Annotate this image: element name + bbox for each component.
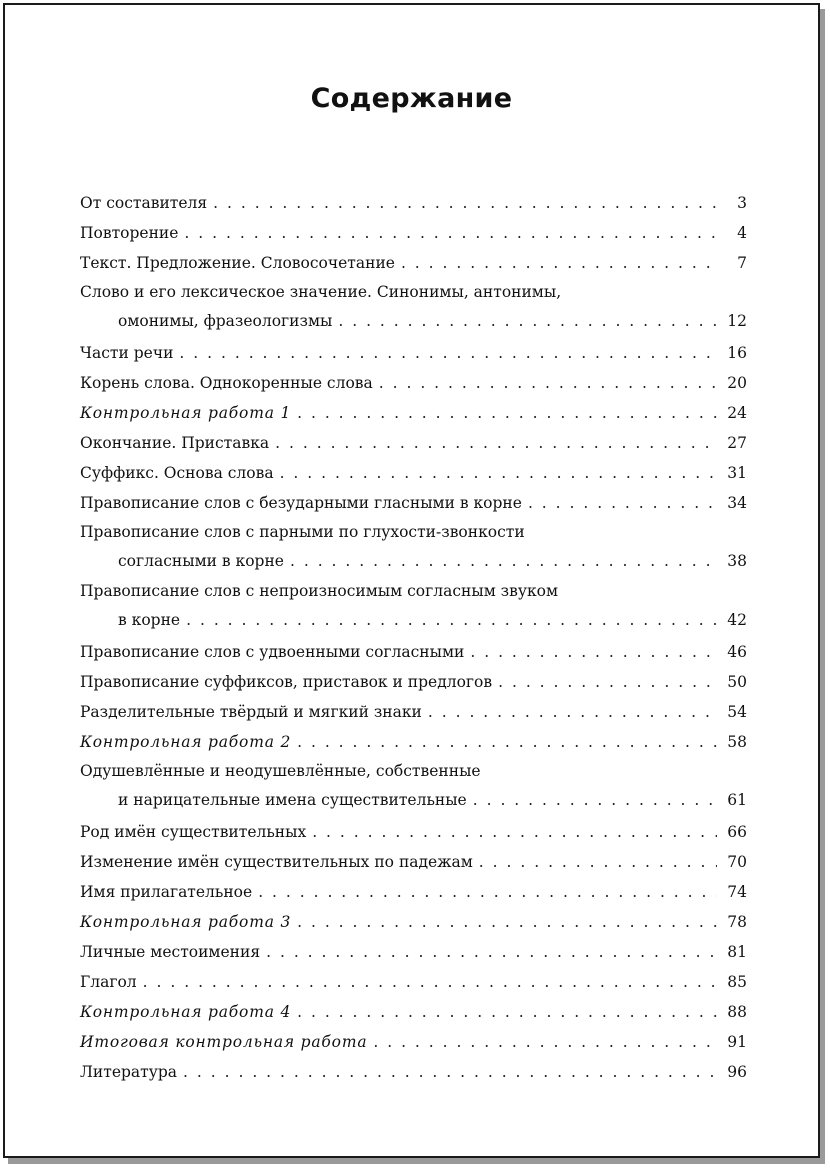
- dot-leader: [498, 667, 717, 697]
- dot-leader: [275, 428, 717, 458]
- toc-page-number: 96: [727, 1063, 747, 1081]
- dot-leader: [401, 248, 717, 278]
- dot-leader: [258, 877, 717, 907]
- toc-entry[interactable]: [80, 1027, 747, 1057]
- toc-entry[interactable]: [80, 428, 747, 458]
- toc-entry-title: Текст. Предложение. Словосочетание: [80, 254, 395, 272]
- toc-entry-title: Глагол: [80, 973, 137, 991]
- toc-entry-title: Контрольная работа 3: [80, 913, 292, 931]
- dot-leader: [338, 306, 717, 336]
- toc-page-number: 3: [737, 194, 747, 212]
- toc-entry[interactable]: [80, 907, 747, 937]
- dot-leader: [470, 637, 717, 667]
- toc-entry[interactable]: [80, 218, 747, 248]
- toc-entry-title: омонимы, фразеологизмы: [118, 312, 333, 330]
- dot-leader: [290, 546, 717, 576]
- toc-entry-title: в корне: [118, 611, 181, 629]
- toc-page-number: 7: [737, 254, 747, 272]
- dot-leader: [312, 817, 717, 847]
- toc-entry[interactable]: [80, 279, 747, 336]
- toc-page-number: 78: [727, 913, 747, 931]
- toc-entry-title: Части речи: [80, 344, 174, 362]
- toc-entry-title: Окончание. Приставка: [80, 434, 270, 452]
- toc-page-number: 61: [727, 791, 747, 809]
- toc-entry-title: Одушевлённые и неодушевлённые, собственные: [80, 762, 481, 780]
- toc-page-number: 50: [727, 673, 747, 691]
- toc-entry-title: Разделительные твёрдый и мягкий знаки: [80, 703, 422, 721]
- toc-page-number: 88: [727, 1003, 747, 1021]
- toc-entry[interactable]: [80, 458, 747, 488]
- toc-entry-title: Слово и его лексическое значение. Синонимы, антонимы,: [80, 283, 562, 301]
- toc-entry[interactable]: [80, 937, 747, 967]
- toc-entry[interactable]: [80, 1057, 747, 1087]
- toc-entry-title: От составителя: [80, 194, 208, 212]
- toc-page-number: 12: [727, 312, 747, 330]
- toc-entry[interactable]: [80, 758, 747, 815]
- toc-entry-title: Повторение: [80, 224, 179, 242]
- toc-entry-title: Правописание слов с безударными гласными в корне: [80, 494, 522, 512]
- toc-entry[interactable]: [80, 667, 747, 697]
- dot-leader: [213, 188, 717, 218]
- toc-entry-title: Изменение имён существительных по падежам: [80, 853, 473, 871]
- toc-page-number: 58: [727, 733, 747, 751]
- toc-page-number: 31: [727, 464, 747, 482]
- toc-entry[interactable]: [80, 637, 747, 667]
- toc-entry[interactable]: [80, 877, 747, 907]
- dot-leader: [373, 1027, 717, 1057]
- dot-leader: [428, 697, 717, 727]
- toc-page-number: 54: [727, 703, 747, 721]
- toc-entry-title: Имя прилагательное: [80, 883, 253, 901]
- table-of-contents: [80, 188, 747, 1087]
- book-page: [3, 3, 820, 1158]
- dot-leader: [179, 338, 717, 368]
- toc-page-number: 91: [727, 1033, 747, 1051]
- page-title: Содержание: [310, 83, 513, 114]
- toc-entry[interactable]: [80, 578, 747, 635]
- toc-entry-title: Контрольная работа 4: [80, 1003, 292, 1021]
- dot-leader: [266, 937, 717, 967]
- toc-page-number: 74: [727, 883, 747, 901]
- toc-entry-title: Суффикс. Основа слова: [80, 464, 274, 482]
- toc-entry[interactable]: [80, 697, 747, 727]
- dot-leader: [297, 907, 717, 937]
- toc-page-number: 20: [727, 374, 747, 392]
- dot-leader: [143, 967, 717, 997]
- toc-page-number: 70: [727, 853, 747, 871]
- toc-entry-title: согласными в корне: [118, 552, 284, 570]
- toc-entry[interactable]: [80, 847, 747, 877]
- toc-entry-title: и нарицательные имена существительные: [118, 791, 467, 809]
- toc-entry[interactable]: [80, 188, 747, 218]
- toc-entry-title: Правописание слов с парными по глухости-звонкости: [80, 523, 525, 541]
- toc-page-number: 85: [727, 973, 747, 991]
- dot-leader: [297, 727, 717, 757]
- toc-entry[interactable]: [80, 368, 747, 398]
- dot-leader: [473, 785, 717, 815]
- toc-entry[interactable]: [80, 519, 747, 576]
- toc-entry-title: Итоговая контрольная работа: [80, 1033, 368, 1051]
- toc-entry[interactable]: [80, 488, 747, 518]
- dot-leader: [528, 488, 717, 518]
- toc-entry[interactable]: [80, 727, 747, 757]
- toc-page-number: 4: [737, 224, 747, 242]
- toc-entry[interactable]: [80, 967, 747, 997]
- toc-page-number: 38: [727, 552, 747, 570]
- toc-entry-title: Личные местоимения: [80, 943, 261, 961]
- dot-leader: [186, 605, 717, 635]
- dot-leader: [297, 997, 717, 1027]
- dot-leader: [297, 398, 717, 428]
- toc-entry-title: Литература: [80, 1063, 178, 1081]
- dot-leader: [379, 368, 717, 398]
- toc-entry-title: Корень слова. Однокоренные слова: [80, 374, 373, 392]
- toc-page-number: 81: [727, 943, 747, 961]
- toc-entry-title: Род имён существительных: [80, 823, 307, 841]
- toc-page-number: 34: [727, 494, 747, 512]
- dot-leader: [280, 458, 717, 488]
- toc-page-number: 66: [727, 823, 747, 841]
- toc-entry-title: Правописание слов с непроизносимым согласным звуком: [80, 582, 559, 600]
- toc-entry-title: Правописание суффиксов, приставок и предлогов: [80, 673, 493, 691]
- dot-leader: [479, 847, 717, 877]
- toc-entry-title: Правописание слов с удвоенными согласными: [80, 643, 465, 661]
- toc-page-number: 27: [727, 434, 747, 452]
- toc-page-number: 16: [727, 344, 747, 362]
- toc-page-number: 24: [727, 404, 747, 422]
- toc-entry-title: Контрольная работа 2: [80, 733, 292, 751]
- toc-entry[interactable]: [80, 398, 747, 428]
- dot-leader: [184, 218, 717, 248]
- toc-entry[interactable]: [80, 997, 747, 1027]
- dot-leader: [183, 1057, 717, 1087]
- toc-entry[interactable]: [80, 817, 747, 847]
- toc-page-number: 46: [727, 643, 747, 661]
- toc-entry-title: Контрольная работа 1: [80, 404, 292, 422]
- toc-entry[interactable]: [80, 248, 747, 278]
- toc-page-number: 42: [727, 611, 747, 629]
- toc-entry[interactable]: [80, 338, 747, 368]
